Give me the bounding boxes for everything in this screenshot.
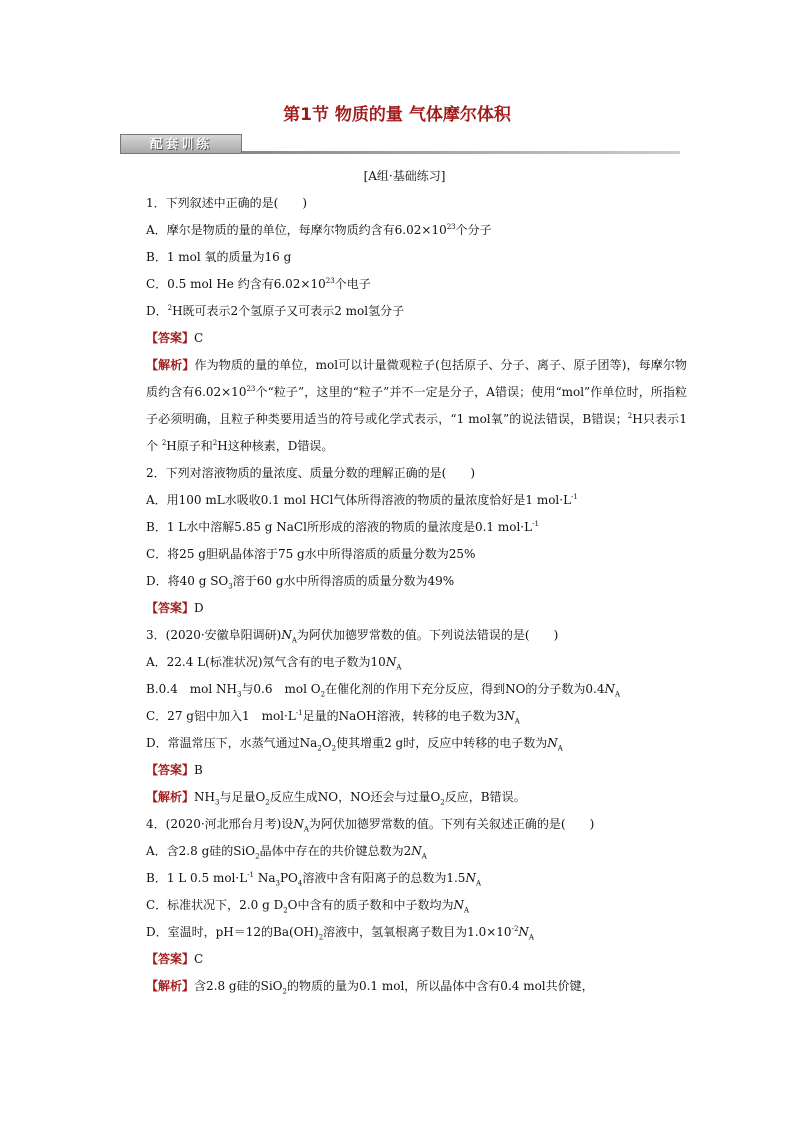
question-2-option-d: D．将40 g $SO_3$溶于60 g水中所得溶质的质量分数为49% [146, 574, 455, 591]
banner-rule [242, 151, 680, 154]
question-1-analysis: 【解析】作为物质的量的单位，mol可以计量微观粒子(包括原子、分子、离子、原子团等)，每摩尔物质约含有$6.02\times 10^{23}$个“粒子”，这里的“粒子”并不一定是分子，A错误；使用“mol”作单位时，所指粒子必须明确，且粒子种类要用适当的符号或化学式表示，“1 mol氧”的说法错误，B错误；$^2$H只表示1个 $^2$H原子和$^2$H这种核素，D错误。 [146, 358, 688, 453]
question-2-option-c: C．将25 g胆矾晶体溶于75 g水中所得溶质的质量分数为25% [146, 547, 476, 561]
banner-tab [120, 134, 242, 154]
question-1-option-c: C．0.5 mol He 约含有$6.02\times 10^{23}$个电子 [146, 277, 371, 291]
question-4-stem: 4．(2020·河北邢台月考)设$N_A$为阿伏加德罗常数的值。下列有关叙述正确的是( ) [146, 817, 595, 834]
question-4-answer: 【答案】C [146, 952, 204, 966]
question-4-option-a: A．含2.8 g硅的SiO$_2$晶体中存在的共价键总数为$2N_A$ [146, 844, 427, 861]
banner-label: 配套训练 [149, 136, 212, 151]
question-1-option-a: A．摩尔是物质的量的单位，每摩尔物质约含有$6.02\times 10^{23}$个分子 [146, 223, 492, 237]
question-1-stem: 1．下列叙述中正确的是( ) [146, 196, 307, 210]
section-banner [120, 134, 680, 156]
question-4-analysis: 【解析】含2.8 g硅的SiO$_2$的物质的量为0.1 mol，所以晶体中含有0.4 mol共价键， [146, 979, 594, 996]
question-3-analysis: 【解析】$NH_3$与足量$O_2$反应生成NO，NO还会与过量$O_2$反应，B错误。 [146, 790, 526, 807]
analysis-tag: 【解析】 [146, 358, 195, 372]
analysis-tag: 【解析】 [146, 790, 195, 804]
question-4-option-b: B．1 L 0.5 $mol\cdot L^{-1}$ $Na_3PO_4$溶液中含有阳离子的总数为$1.5N_A$ [146, 871, 481, 888]
question-3-option-a: A．22.4 L(标准状况)氖气含有的电子数为$10N_A$ [146, 655, 402, 672]
answer-tag: 【答案】 [146, 952, 195, 966]
answer-tag: 【答案】 [146, 763, 195, 777]
question-3-option-c: C．27 g铝中加入1 $mol\cdot L^{-1}$足量的NaOH溶液，转移的电子数为$3N_A$ [146, 709, 520, 726]
answer-tag: 【答案】 [146, 601, 195, 615]
question-2-option-b: B．1 L水中溶解5.85 g NaCl所形成的溶液的物质的量浓度是0.1 $mol\cdot L^{-1}$ [146, 520, 539, 534]
question-1-option-b: B．1 mol 氧的质量为16 g [146, 250, 292, 264]
group-heading: [A组·基础练习] [363, 169, 446, 183]
question-3-option-b: B.0.4 mol $NH_3$与0.6 mol $O_2$在催化剂的作用下充分反应，得到NO的分子数为$0.4N_A$ [146, 682, 621, 699]
question-1-answer: 【答案】C [146, 331, 204, 345]
question-4-option-d: D．室温时，pH＝12的$Ba(OH)_2$溶液中，氢氧根离子数目为$1.0\times 10^{-2}N_A$ [146, 925, 534, 942]
question-3-stem: 3．(2020·安徽阜阳调研)$N_A$为阿伏加德罗常数的值。下列说法错误的是( ) [146, 628, 559, 645]
question-3-answer: 【答案】B [146, 763, 203, 777]
question-2-option-a: A．用100 mL水吸收0.1 mol HCl气体所得溶液的物质的量浓度恰好是1 $mol\cdot L^{-1}$ [146, 493, 578, 507]
question-2-answer: 【答案】D [146, 601, 204, 615]
question-4-option-c: C．标准状况下，2.0 g $D_2O$中含有的质子数和中子数均为$N_A$ [146, 898, 470, 915]
question-3-option-d: D．常温常压下，水蒸气通过$Na_2O_2$使其增重2 g时，反应中转移的电子数为$N_A$ [146, 736, 563, 753]
analysis-tag: 【解析】 [146, 979, 195, 993]
exercise-content [122, 163, 687, 1000]
question-2-stem: 2．下列对溶液物质的量浓度、质量分数的理解正确的是( ) [146, 466, 476, 480]
question-1-option-d: D．$^2$H既可表示2个氢原子又可表示2 mol氢分子 [146, 304, 405, 318]
page-title: 第1节 物质的量 气体摩尔体积 [283, 105, 511, 125]
answer-tag: 【答案】 [146, 331, 195, 345]
